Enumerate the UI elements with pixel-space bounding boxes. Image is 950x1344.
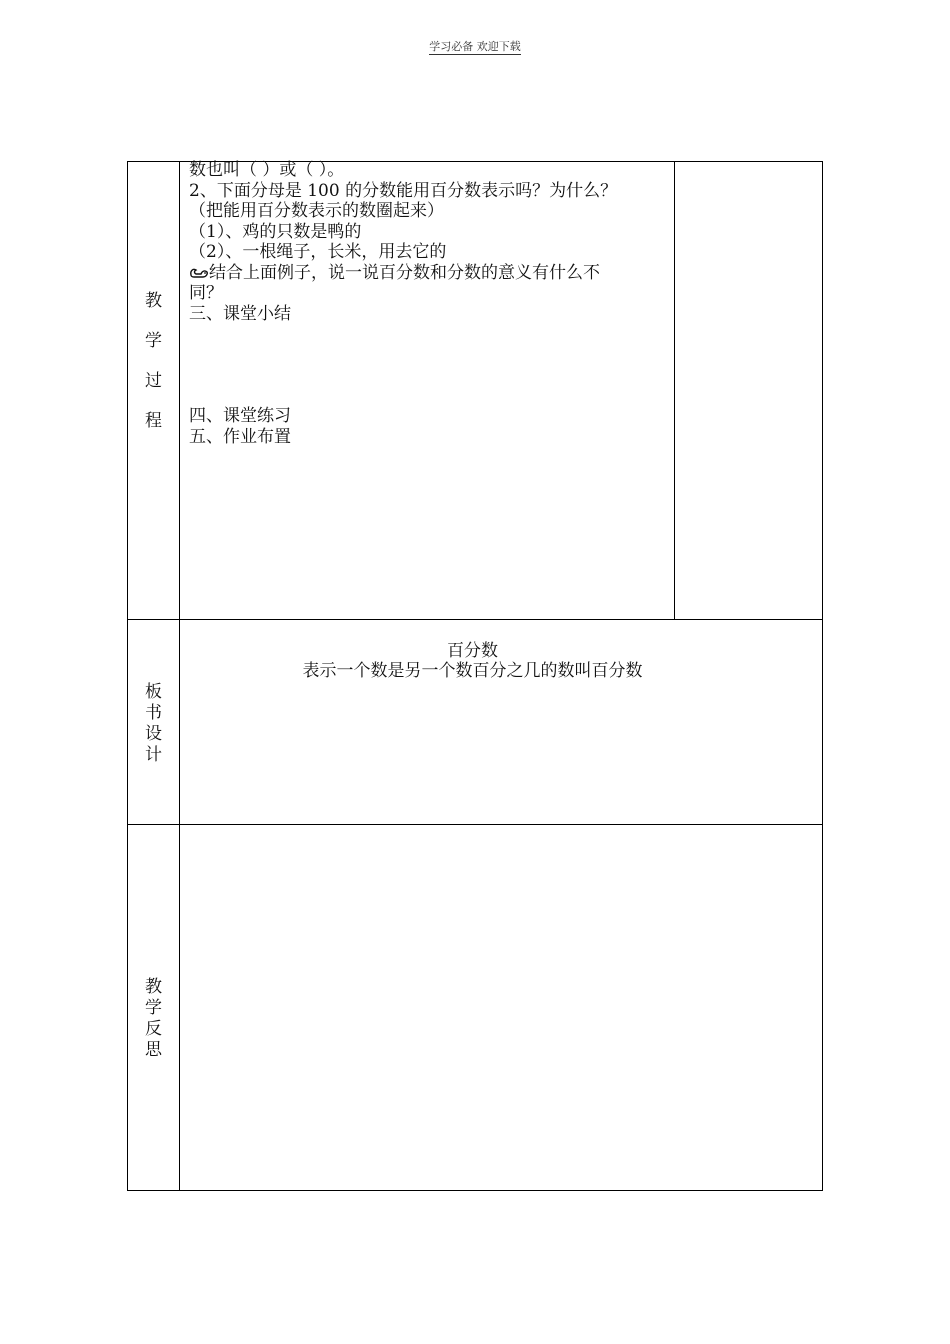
content-line: （把能用百分数表示的数圈起来） <box>189 201 444 221</box>
row-divider-2 <box>127 824 823 825</box>
label-char: 思 <box>145 1040 162 1060</box>
label-char: 教 <box>145 291 162 311</box>
row-divider-1 <box>127 619 823 620</box>
squirrel-icon <box>189 264 209 278</box>
board-content <box>180 641 765 681</box>
label-char: 计 <box>145 745 162 765</box>
table-bottom-border <box>127 1190 823 1191</box>
page-header <box>0 38 950 54</box>
content-line-with-icon <box>189 263 669 284</box>
blank-line <box>189 365 669 386</box>
content-line: 四、课堂练习 <box>189 406 291 426</box>
table-right-border <box>822 161 823 1191</box>
label-char: 设 <box>145 724 162 744</box>
label-char: 过 <box>145 371 162 391</box>
content-line: （2）、一根绳子，长米，用去它的 <box>189 242 447 262</box>
board-definition: 表示一个数是另一个数百分之几的数叫百分数 <box>302 661 643 681</box>
process-content <box>189 160 669 447</box>
content-line: （1）、鸡的只数是鸭的 <box>189 221 362 242</box>
blank-line <box>189 345 669 366</box>
blank-line <box>189 386 669 407</box>
blank-line <box>189 324 669 345</box>
label-char: 程 <box>145 411 162 431</box>
content-line: 数也叫（ ）或（ ）。 <box>189 160 345 180</box>
board-title: 百分数 <box>447 641 498 661</box>
content-line: 五、作业布置 <box>189 426 291 447</box>
label-char: 学 <box>145 331 162 351</box>
notes-column-divider <box>674 161 675 620</box>
reflection-label <box>128 977 179 1061</box>
content-line: 三、课堂小结 <box>189 303 291 324</box>
label-char: 学 <box>145 998 162 1018</box>
label-char: 反 <box>145 1019 162 1039</box>
header-text: 学习必备 欢迎下载 <box>429 40 521 53</box>
board-label <box>128 682 179 766</box>
content-line: 2、下面分母是 100 的分数能用百分数表示吗？为什么？ <box>189 180 618 201</box>
content-line: 同？ <box>189 283 223 303</box>
label-char: 板 <box>145 682 162 702</box>
process-label <box>128 281 179 441</box>
content-line: 结合上面例子，说一说百分数和分数的意义有什么不 <box>209 262 600 283</box>
label-char: 教 <box>145 977 162 997</box>
label-char: 书 <box>145 703 162 723</box>
